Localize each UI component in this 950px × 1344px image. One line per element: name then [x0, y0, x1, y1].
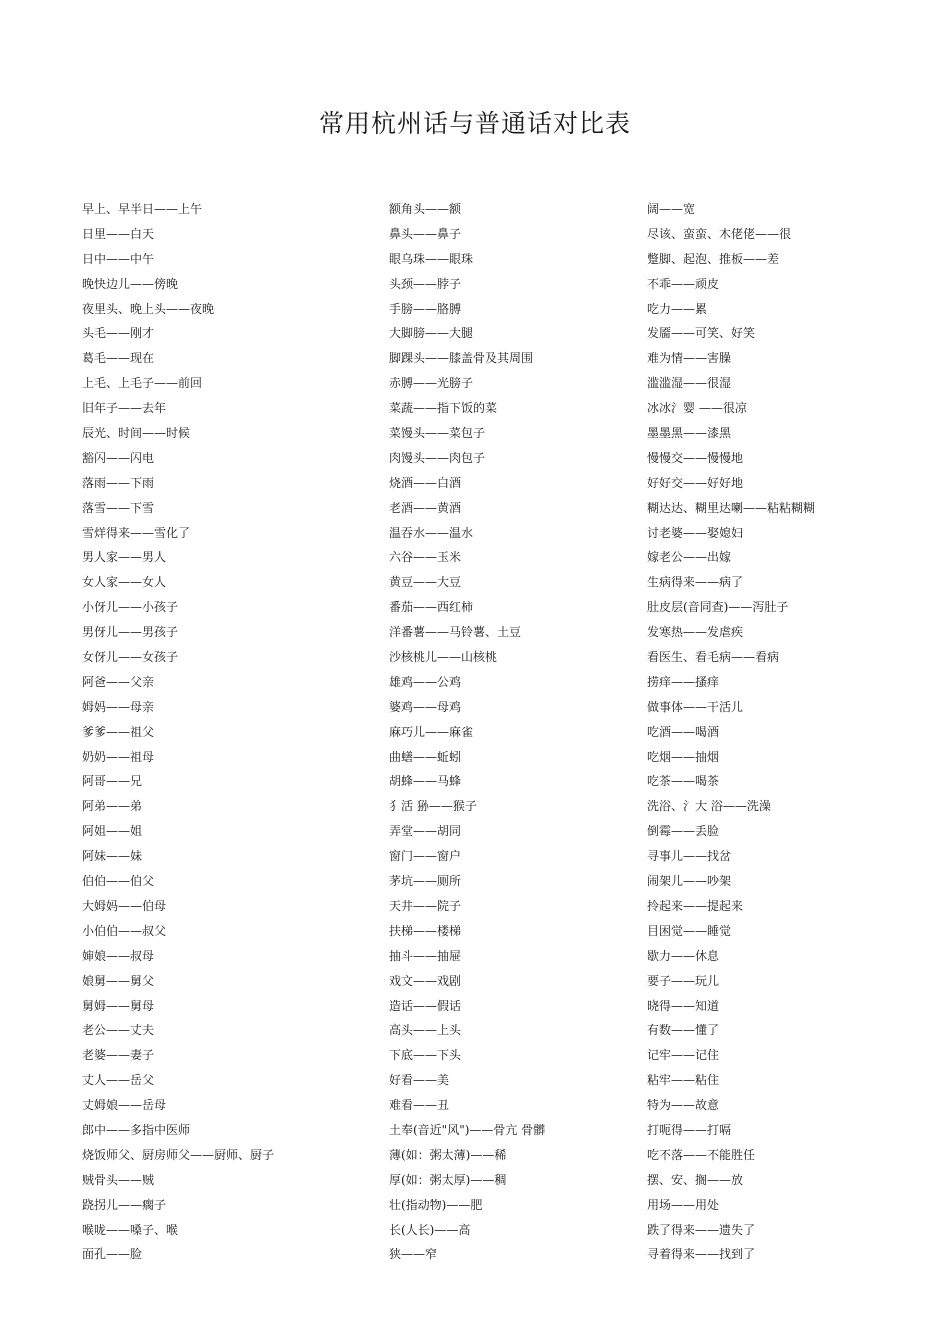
word-pair-entry: 夜里头、晚上头——夜晚 — [82, 301, 215, 316]
word-pair-entry: 发寒热——发虐疾 — [647, 625, 744, 640]
word-pair-entry: 不乖——顽皮 — [647, 276, 720, 291]
word-pair-entry: 奶奶——祖母 — [82, 749, 155, 764]
word-pair-entry: 赤膊——光膀子 — [389, 376, 474, 391]
word-pair-entry: 有数——懂了 — [647, 1023, 720, 1038]
word-pair-entry: 难看——丑 — [389, 1098, 450, 1113]
word-pair-entry: 落雪——下雪 — [82, 500, 155, 515]
word-pair-entry: 看医生、看毛病——看病 — [647, 650, 780, 665]
word-pair-entry: 六谷——玉米 — [389, 550, 462, 565]
word-pair-entry: 爹爹——祖父 — [82, 724, 155, 739]
word-pair-entry: 大姆妈——伯母 — [82, 898, 167, 913]
word-pair-entry: 抽斗——抽屉 — [389, 948, 462, 963]
word-pair-entry: 寻事儿——找岔 — [647, 849, 732, 864]
word-pair-entry: 慢慢交——慢慢地 — [647, 450, 744, 465]
word-pair-entry: 曲蟮——蚯蚓 — [389, 749, 462, 764]
word-pair-entry: 头颈——脖子 — [389, 276, 462, 291]
word-pair-entry: 高头——上头 — [389, 1023, 462, 1038]
word-pair-entry: 旧年子——去年 — [82, 401, 167, 416]
word-pair-entry: 小伯伯——叔父 — [82, 923, 167, 938]
word-pair-entry: 天井——院子 — [389, 898, 462, 913]
word-pair-entry: 日中——中午 — [82, 251, 155, 266]
word-pair-entry: 洗浴、氵大 浴——洗澡 — [647, 799, 771, 814]
page-title: 常用杭州话与普通话对比表 — [318, 109, 631, 138]
word-pair-entry: 落雨——下雨 — [82, 475, 155, 490]
word-pair-entry: 下底——下头 — [389, 1048, 462, 1063]
word-pair-entry: 难为情——害臊 — [647, 351, 732, 366]
word-pair-entry: 面孔——脸 — [82, 1247, 143, 1262]
vocabulary-column-2 — [389, 197, 545, 1267]
word-pair-entry: 温吞水——温水 — [389, 525, 474, 540]
word-pair-entry: 特为——故意 — [647, 1098, 720, 1113]
word-pair-entry: 吃不落——不能胜任 — [647, 1147, 756, 1162]
word-pair-entry: 娘舅——舅父 — [82, 973, 155, 988]
word-pair-entry: 扶梯——楼梯 — [389, 923, 462, 938]
word-pair-entry: 麻巧儿——麻雀 — [389, 724, 474, 739]
word-pair-entry: 打呃得——打嗝 — [647, 1122, 732, 1137]
word-pair-entry: 脚踝头——膝盖骨及其周围 — [389, 351, 534, 366]
word-pair-entry: 阿妹——妹 — [82, 849, 143, 864]
word-pair-entry: 记牢——记住 — [647, 1048, 720, 1063]
word-pair-entry: 上毛、上毛子——前回 — [82, 376, 203, 391]
word-pair-entry: 沙核桃儿——山核桃 — [389, 650, 498, 665]
word-pair-entry: 倒霉——丢脸 — [647, 824, 720, 839]
vocabulary-column-1 — [82, 197, 274, 1267]
word-pair-entry: 犭活 狲——猴子 — [389, 799, 477, 814]
word-pair-entry: 粘牢——粘住 — [647, 1073, 720, 1088]
word-pair-entry: 做事体——干活儿 — [647, 699, 744, 714]
word-pair-entry: 蹩脚、起泡、推板——差 — [647, 251, 780, 266]
word-pair-entry: 阿姐——姐 — [82, 824, 143, 839]
word-pair-entry: 好看——美 — [389, 1073, 450, 1088]
word-pair-entry: 舅姆——舅母 — [82, 998, 155, 1013]
word-pair-entry: 小伢儿——小孩子 — [82, 600, 179, 615]
word-pair-entry: 豁闪——闪电 — [82, 450, 155, 465]
word-pair-entry: 墨墨黑——漆黑 — [647, 426, 732, 441]
word-pair-entry: 要子——玩儿 — [647, 973, 720, 988]
word-pair-entry: 嫁老公——出嫁 — [647, 550, 732, 565]
word-pair-entry: 贼骨头——贼 — [82, 1172, 155, 1187]
word-pair-entry: 胡蜂——马蜂 — [389, 774, 462, 789]
word-pair-entry: 肉馒头——肉包子 — [389, 450, 486, 465]
word-pair-entry: 头毛——刚才 — [82, 326, 155, 341]
word-pair-entry: 薄(如：粥太薄)——稀 — [389, 1147, 507, 1162]
word-pair-entry: 婶娘——叔母 — [82, 948, 155, 963]
word-pair-entry: 滥滥湿——很湿 — [647, 376, 732, 391]
word-pair-entry: 郎中——多指中医师 — [82, 1122, 191, 1137]
word-pair-entry: 菜馒头——菜包子 — [389, 426, 486, 441]
word-pair-entry: 阿哥——兄 — [82, 774, 143, 789]
word-pair-entry: 葛毛——现在 — [82, 351, 155, 366]
word-pair-entry: 跷拐儿——瘸子 — [82, 1197, 167, 1212]
word-pair-entry: 歇力——休息 — [647, 948, 720, 963]
word-pair-entry: 拎起来——提起来 — [647, 898, 744, 913]
word-pair-entry: 阿爸——父亲 — [82, 674, 155, 689]
word-pair-entry: 烧饭师父、厨房师父——厨师、厨子 — [82, 1147, 275, 1162]
word-pair-entry: 大脚膀——大腿 — [389, 326, 474, 341]
word-pair-entry: 发靥——可笑、好笑 — [647, 326, 756, 341]
word-pair-entry: 造话——假话 — [389, 998, 462, 1013]
word-pair-entry: 老酒——黄酒 — [389, 500, 462, 515]
word-pair-entry: 用场——用处 — [647, 1197, 720, 1212]
word-pair-entry: 婆鸡——母鸡 — [389, 699, 462, 714]
word-pair-entry: 目困觉——睡觉 — [647, 923, 732, 938]
word-pair-entry: 捞痒——搔痒 — [647, 674, 720, 689]
word-pair-entry: 土奉(音近"风")——骨亢 骨髒 — [389, 1122, 546, 1137]
word-pair-entry: 菜蔬——指下饭的菜 — [389, 401, 498, 416]
word-pair-entry: 男人家——男人 — [82, 550, 167, 565]
word-pair-entry: 吃力——累 — [647, 301, 708, 316]
word-pair-entry: 雪烊得来——雪化了 — [82, 525, 191, 540]
word-pair-entry: 番茄——西红柿 — [389, 600, 474, 615]
word-pair-entry: 吃烟——抽烟 — [647, 749, 720, 764]
word-pair-entry: 窗门——窗户 — [389, 849, 462, 864]
word-pair-entry: 寻着得来——找到了 — [647, 1247, 756, 1262]
word-pair-entry: 晚快边儿——傍晚 — [82, 276, 179, 291]
word-pair-entry: 闹架儿——吵架 — [647, 874, 732, 889]
word-pair-entry: 额角头——额 — [389, 202, 462, 216]
word-pair-entry: 冰冰氵婴 ——很凉 — [647, 401, 747, 416]
word-pair-entry: 女人家——女人 — [82, 575, 167, 590]
word-pair-entry: 伯伯——伯父 — [82, 874, 155, 889]
word-pair-entry: 糊达达、糊里达喇——粘粘糊糊 — [647, 500, 816, 515]
word-pair-entry: 辰光、时间——时候 — [82, 426, 191, 441]
word-pair-entry: 烧酒——白酒 — [389, 475, 462, 490]
word-pair-entry: 洋番薯——马铃薯、土豆 — [389, 625, 522, 640]
word-pair-entry: 肚皮层(音同查)——泻肚子 — [647, 600, 789, 615]
word-pair-entry: 鼻头——鼻子 — [389, 226, 462, 241]
word-pair-entry: 丈姆娘——岳母 — [82, 1098, 167, 1113]
word-pair-entry: 好好交——好好地 — [647, 475, 744, 490]
word-pair-entry: 老婆——妻子 — [82, 1048, 155, 1063]
word-pair-entry: 吃茶——喝茶 — [647, 774, 720, 789]
word-pair-entry: 雄鸡——公鸡 — [389, 674, 462, 689]
word-pair-entry: 跌了得来——遗失了 — [647, 1222, 756, 1237]
word-pair-entry: 厚(如：粥太厚)——稠 — [389, 1172, 507, 1187]
word-pair-entry: 日里——白天 — [82, 226, 155, 241]
word-pair-entry: 女伢儿——女孩子 — [82, 650, 179, 665]
word-pair-entry: 尽该、蛮蛮、木佬佬——很 — [647, 226, 792, 241]
word-pair-entry: 晓得——知道 — [647, 998, 720, 1013]
word-pair-entry: 丈人——岳父 — [82, 1073, 155, 1088]
word-pair-entry: 黄豆——大豆 — [389, 575, 462, 590]
word-pair-entry: 茅坑——厕所 — [389, 874, 462, 889]
word-pair-entry: 老公——丈夫 — [82, 1023, 155, 1038]
word-pair-entry: 眼乌珠——眼珠 — [389, 251, 474, 266]
word-pair-entry: 壮(指动物)——肥 — [389, 1197, 483, 1212]
word-pair-entry: 吃酒——喝酒 — [647, 724, 720, 739]
word-pair-entry: 阔——宽 — [647, 202, 696, 216]
word-pair-entry: 男伢儿——男孩子 — [82, 625, 179, 640]
word-pair-entry: 戏文——戏剧 — [389, 973, 462, 988]
word-pair-entry: 手膀——胳膊 — [389, 301, 462, 316]
word-pair-entry: 讨老婆——娶媳妇 — [647, 525, 744, 540]
word-pair-entry: 狭——窄 — [389, 1247, 438, 1262]
word-pair-entry: 长(人长)——高 — [389, 1222, 471, 1237]
word-pair-entry: 阿弟——弟 — [82, 799, 143, 814]
word-pair-entry: 喉咙——嗓子、喉 — [82, 1222, 179, 1237]
word-pair-entry: 生病得来——病了 — [647, 575, 744, 590]
word-pair-entry: 弄堂——胡同 — [389, 824, 462, 839]
word-pair-entry: 早上、早半日——上午 — [82, 202, 203, 216]
word-pair-entry: 姆妈——母亲 — [82, 699, 155, 714]
word-pair-entry: 摆、安、搁——放 — [647, 1172, 744, 1187]
vocabulary-column-3 — [647, 197, 815, 1267]
